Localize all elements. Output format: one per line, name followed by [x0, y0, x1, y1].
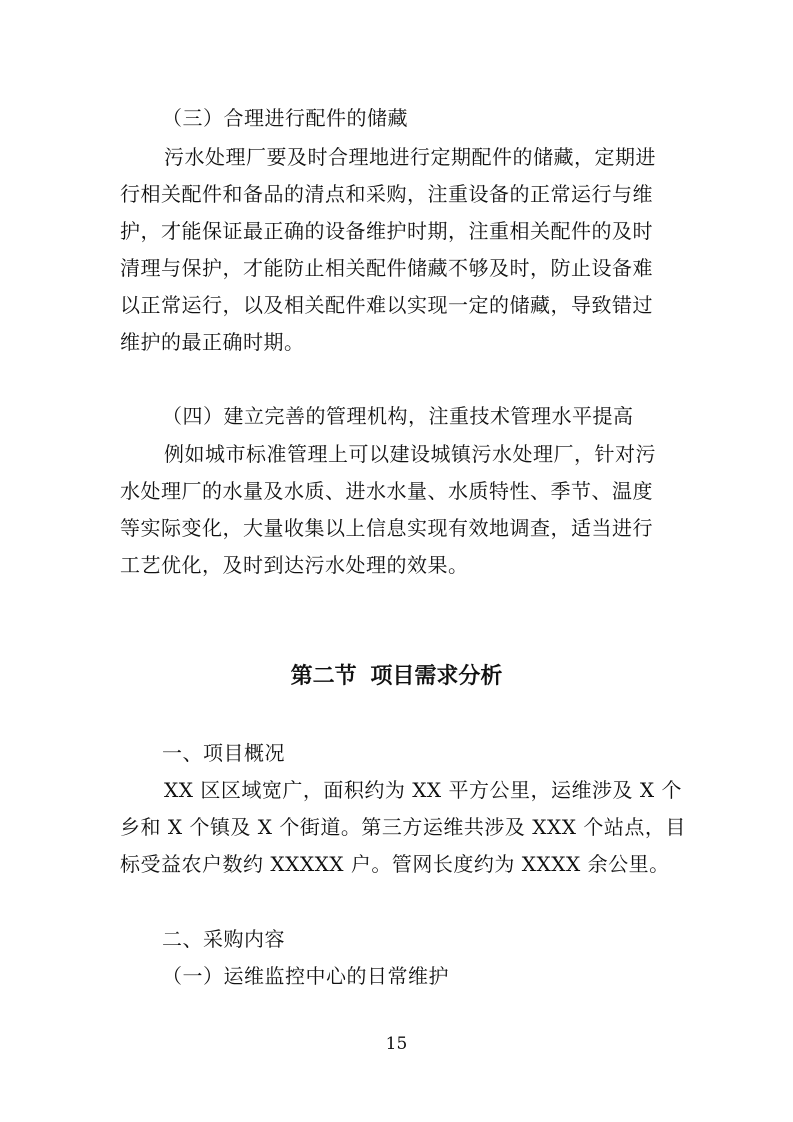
- paragraph-line: 工艺优化，及时到达污水处理的效果。: [120, 553, 469, 577]
- paragraph-line: 维护的最正确时期。: [120, 330, 305, 354]
- paragraph-line: 以正常运行，以及相关配件难以实现一定的储藏，导致错过: [120, 293, 653, 317]
- paragraph-line: 护，才能保证最正确的设备维护时期，注重相关配件的及时: [120, 219, 653, 243]
- paragraph-line: 例如城市标准管理上可以建设城镇污水处理厂，针对污: [164, 442, 656, 466]
- paragraph-line: 污水处理厂要及时合理地进行定期配件的储藏，定期进: [164, 145, 656, 169]
- procurement-heading: 二、采购内容: [162, 927, 285, 951]
- paragraph-line: 水处理厂的水量及水质、进水水量、水质特性、季节、温度: [120, 479, 653, 503]
- paragraph-line: XX 区区域宽广，面积约为 XX 平方公里，运维涉及 X 个: [164, 778, 682, 802]
- section-heading-management: （四）建立完善的管理机构，注重技术管理水平提高: [162, 404, 634, 428]
- procurement-sub-heading: （一）运维监控中心的日常维护: [162, 964, 449, 988]
- paragraph-line: 标受益农户数约 XXXXX 户。管网长度约为 XXXX 余公里。: [120, 852, 670, 876]
- page-number: 15: [385, 1034, 408, 1054]
- paragraph-line: 行相关配件和备品的清点和采购，注重设备的正常运行与维: [120, 182, 653, 206]
- overview-heading: 一、项目概况: [162, 741, 285, 765]
- section-title: 第二节 项目需求分析: [290, 664, 503, 689]
- paragraph-line: 等实际变化，大量收集以上信息实现有效地调查，适当进行: [120, 516, 653, 540]
- section-heading-storage: （三）合理进行配件的储藏: [162, 106, 408, 130]
- paragraph-line: 清理与保护，才能防止相关配件储藏不够及时，防止设备难: [120, 256, 653, 280]
- paragraph-line: 乡和 X 个镇及 X 个街道。第三方运维共涉及 XXX 个站点，目: [120, 815, 686, 839]
